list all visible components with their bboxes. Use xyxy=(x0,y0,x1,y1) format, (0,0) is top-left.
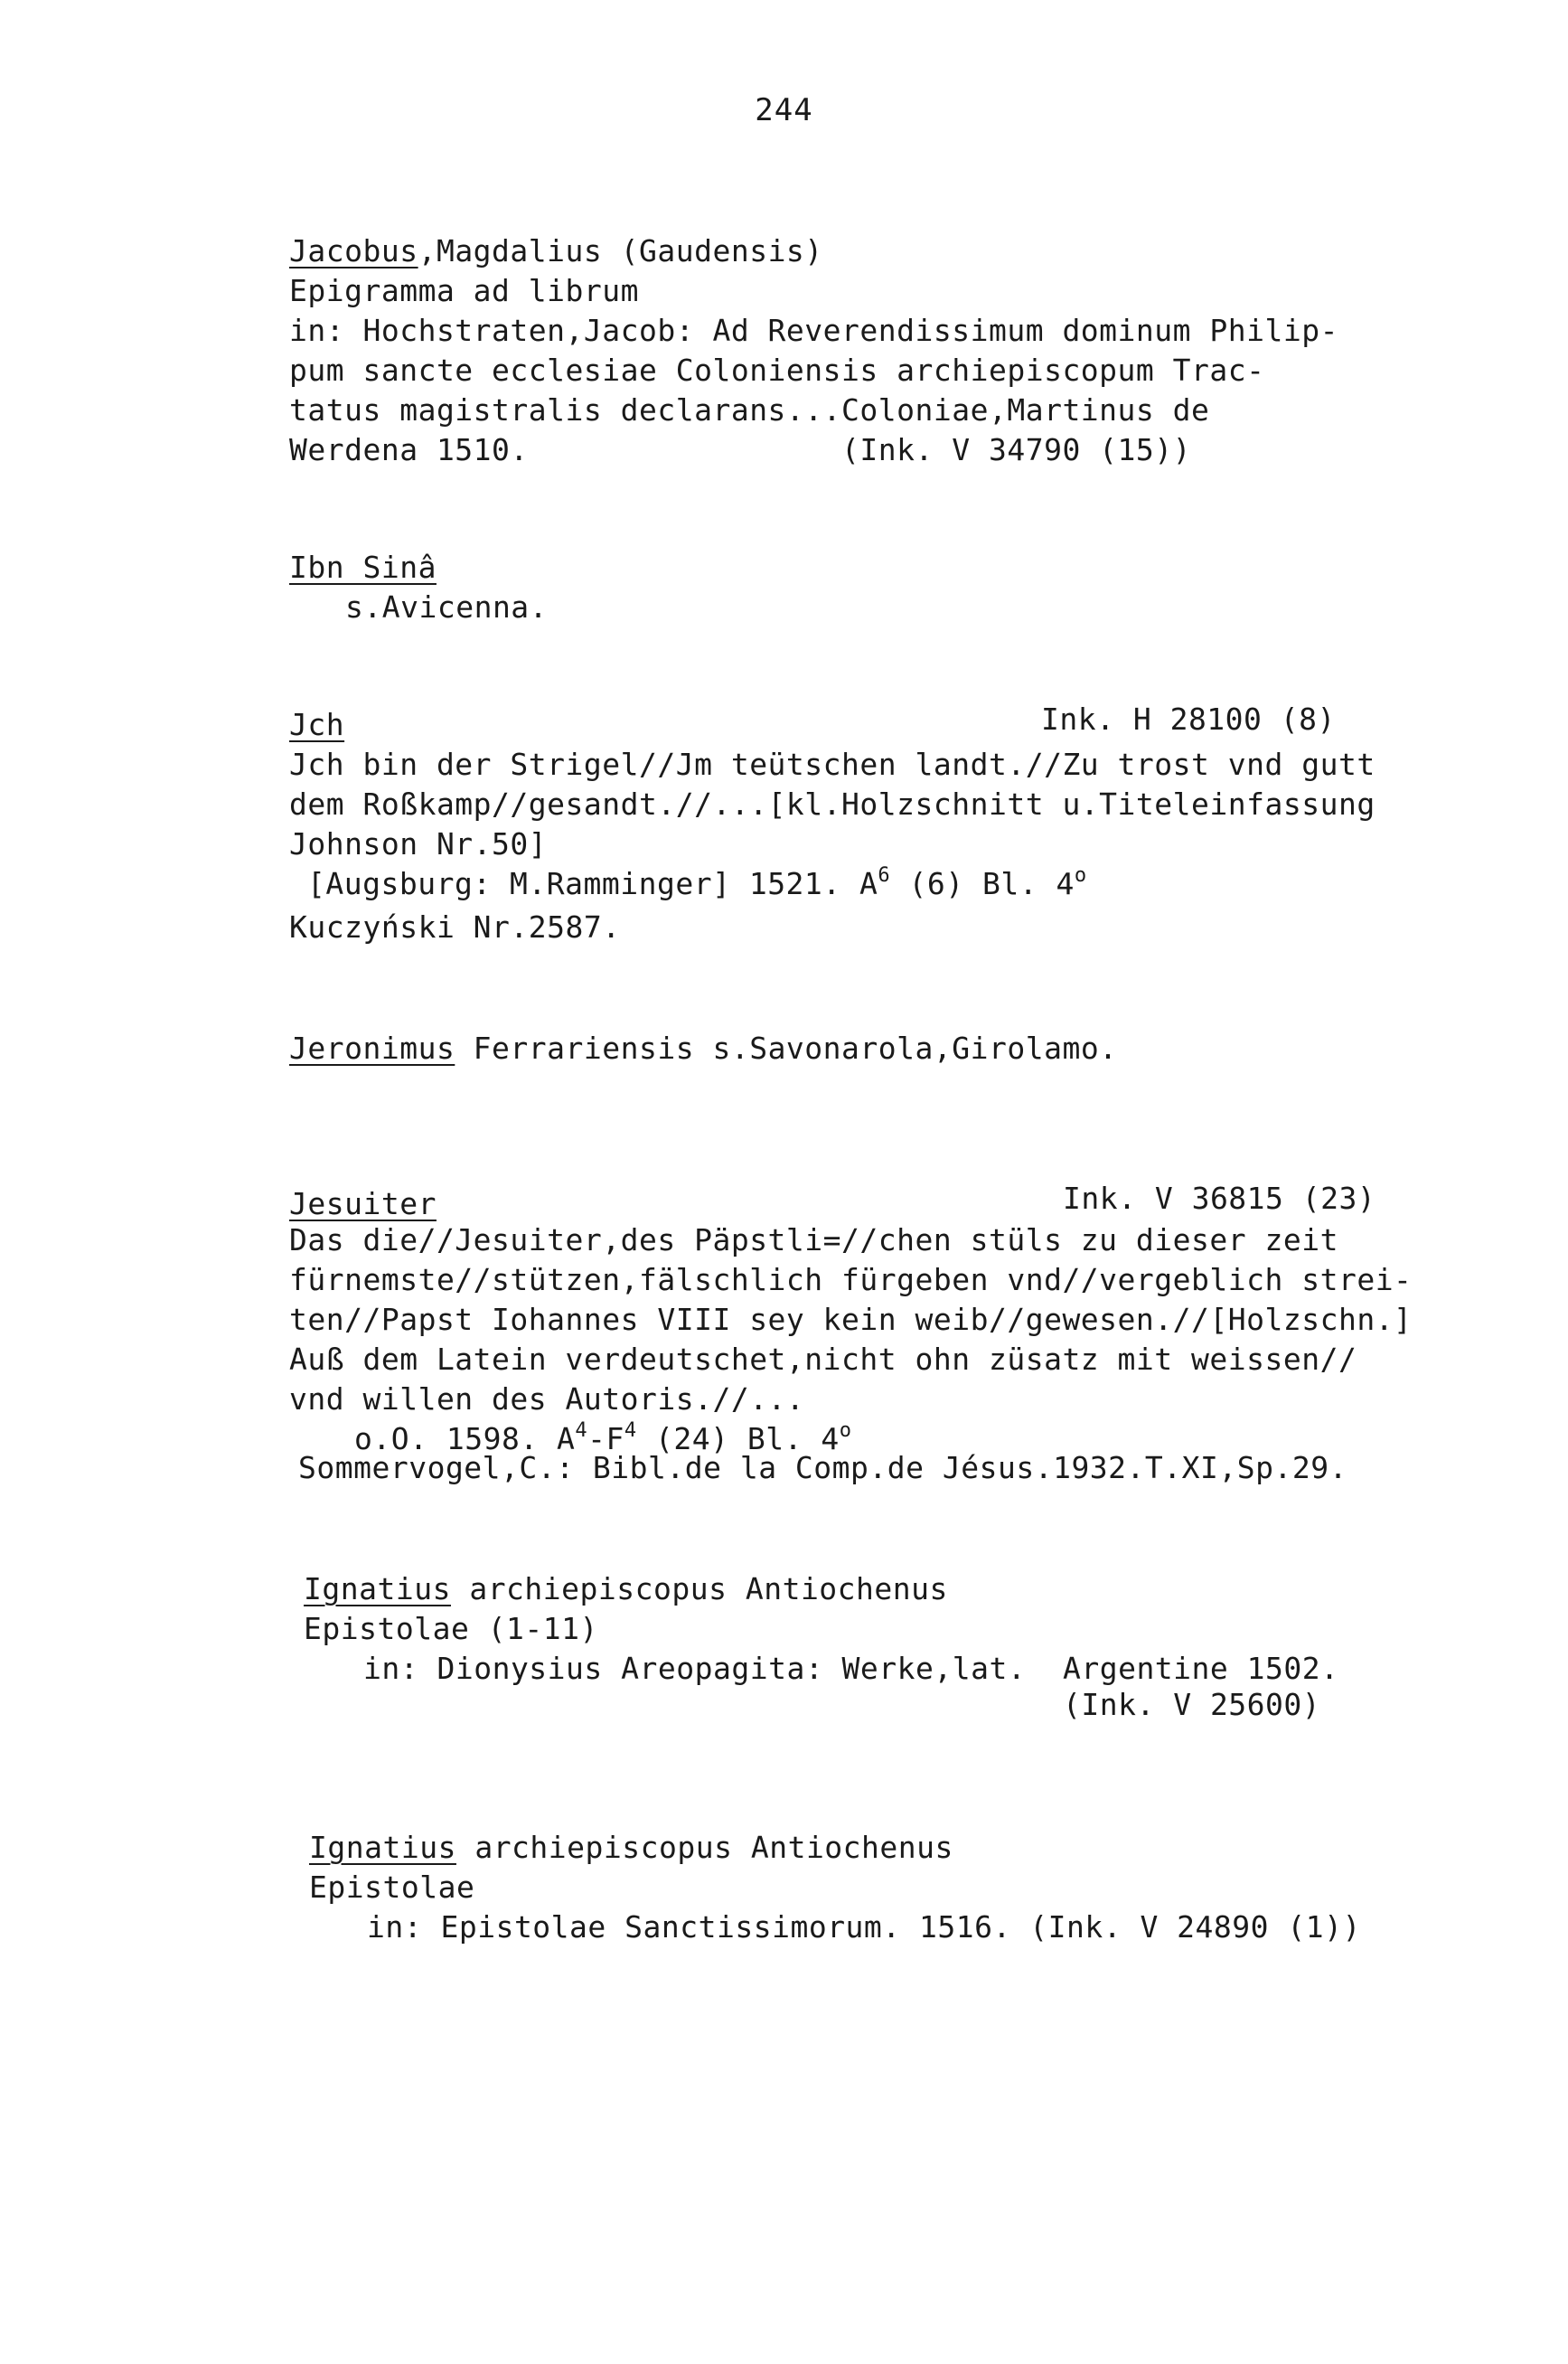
entry-heading xyxy=(289,1186,437,1222)
entry-line: Auß dem Latein verdeutschet,nicht ohn züsatz mit weissen// xyxy=(289,1342,1357,1377)
imprint-text: o.O. 1598. A xyxy=(354,1421,576,1456)
entry-line: in: Dionysius Areopagita: Werke,lat. Argentine 1502. xyxy=(363,1651,1339,1686)
entry-line: vnd willen des Autoris.//... xyxy=(289,1381,805,1417)
entry-title: Epistolae (1-11) xyxy=(304,1611,598,1646)
imprint-mid: -F xyxy=(587,1421,624,1456)
signature-sup: 4 xyxy=(575,1419,588,1442)
entry-line: ten//Papst Iohannes VIII sey kein weib//gewesen.//[Holzschn.] xyxy=(289,1302,1413,1337)
imprint-rest: (24) Bl. 4 xyxy=(636,1421,840,1456)
entry-title: Epigramma ad librum xyxy=(289,273,639,308)
entry-heading xyxy=(289,233,823,269)
entry-heading xyxy=(289,1031,1118,1067)
entry-heading xyxy=(289,550,437,586)
entry-line: dem Roßkamp//gesandt.//...[kl.Holzschnitt u.Titeleinfassung xyxy=(289,786,1376,822)
heading-term: Jeronimus xyxy=(289,1031,455,1066)
heading-rest: archiepiscopus Antiochenus xyxy=(455,1830,953,1865)
signature-sup: 6 xyxy=(878,864,891,887)
heading-term: Jch xyxy=(289,707,345,742)
heading-rest: ,Magdalius (Gaudensis) xyxy=(418,233,823,268)
heading-rest: archiepiscopus Antiochenus xyxy=(450,1571,948,1606)
entry-line: tatus magistralis declarans...Coloniae,Martinus de xyxy=(289,392,1210,428)
page-number: 244 xyxy=(755,92,813,128)
entry-heading xyxy=(304,1571,948,1607)
entry-line: Das die//Jesuiter,des Päpstli=//chen stüls zu dieser zeit xyxy=(289,1222,1338,1257)
entry-ref: Ink. H 28100 (8) xyxy=(1041,702,1336,737)
entry-line: Jch bin der Strigel//Jm teütschen landt.//Zu trost vnd gutt xyxy=(289,747,1376,782)
entry-line: Johnson Nr.50] xyxy=(289,826,548,862)
entry-title: Epistolae xyxy=(309,1870,475,1905)
format-sup: o xyxy=(1074,864,1087,887)
entry-line: fürnemste//stützen,fälschlich fürgeben vnd//vergeblich strei- xyxy=(289,1262,1413,1297)
heading-term: Ibn Sinâ xyxy=(289,550,437,585)
heading-rest: Ferrariensis s.Savonarola,Girolamo. xyxy=(455,1031,1118,1066)
format-sup: o xyxy=(839,1419,852,1442)
imprint-text: [Augsburg: M.Ramminger] 1521. A xyxy=(307,866,878,901)
entry-ref: Ink. V 36815 (23) xyxy=(1063,1181,1376,1216)
heading-term: Ignatius xyxy=(309,1830,456,1865)
heading-term: Jesuiter xyxy=(289,1186,437,1221)
signature-sup: 4 xyxy=(624,1419,637,1442)
entry-line: pum sancte ecclesiae Coloniensis archiepiscopum Trac- xyxy=(289,353,1265,388)
entry-line: Werdena 1510. (Ink. V 34790 (15)) xyxy=(289,432,1192,467)
entry-heading xyxy=(309,1830,953,1866)
heading-term: Jacobus xyxy=(289,233,418,268)
entry-line: in: Epistolae Sanctissimorum. 1516. (Ink. V 24890 (1)) xyxy=(367,1909,1361,1945)
entry-heading xyxy=(289,707,344,743)
entry-reference: Kuczyński Nr.2587. xyxy=(289,909,621,945)
imprint-rest: (6) Bl. 4 xyxy=(890,866,1075,901)
heading-term: Ignatius xyxy=(304,1571,451,1606)
entry-imprint xyxy=(307,866,1087,907)
entry-reference: Sommervogel,C.: Bibl.de la Comp.de Jésus.1932.T.XI,Sp.29. xyxy=(298,1450,1347,1485)
entry-ref: (Ink. V 25600) xyxy=(1063,1687,1321,1722)
entry-line: in: Hochstraten,Jacob: Ad Reverendissimum dominum Philip- xyxy=(289,313,1338,348)
entry-crossref: s.Avicenna. xyxy=(345,589,549,625)
